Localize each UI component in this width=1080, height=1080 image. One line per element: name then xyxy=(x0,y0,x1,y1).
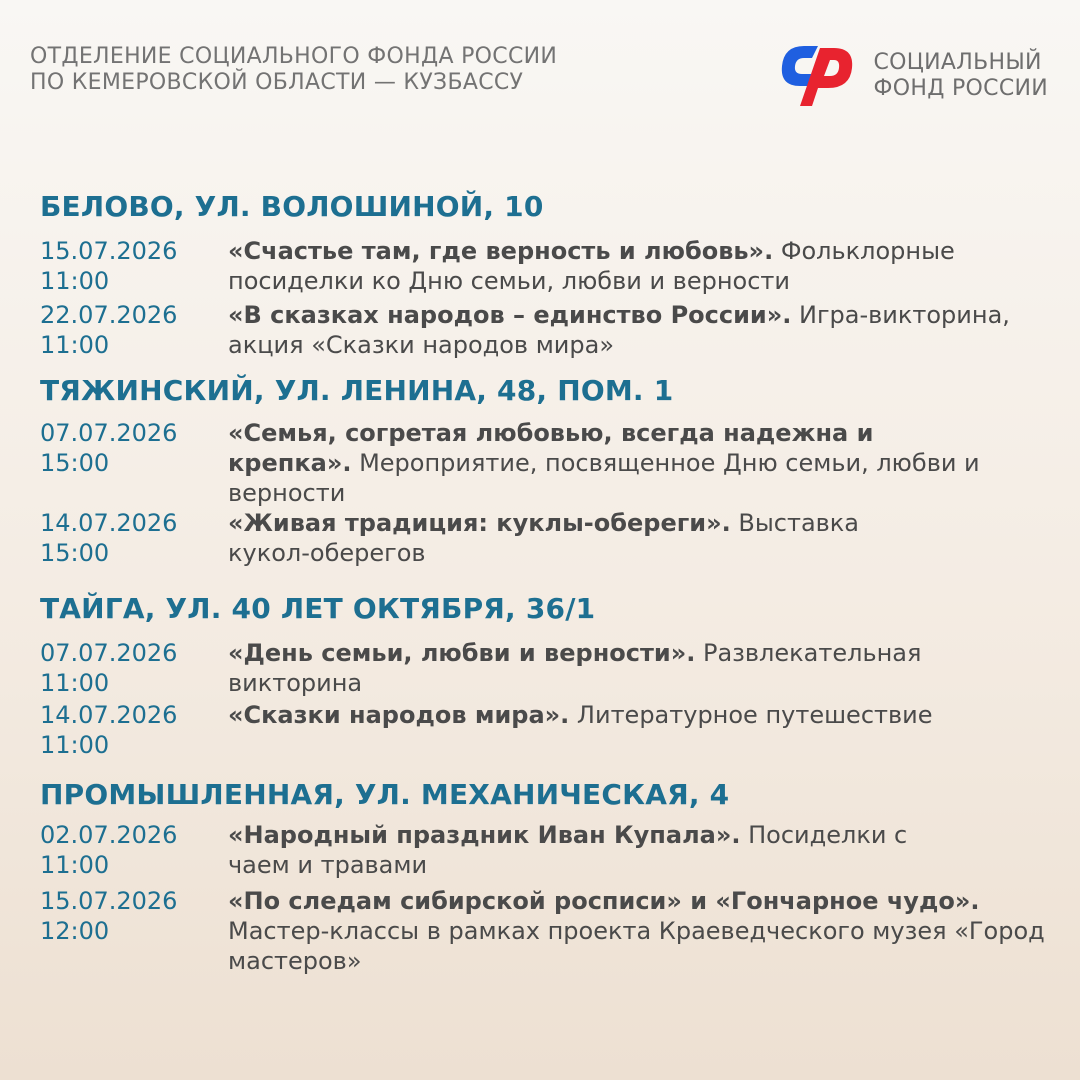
event-date: 15.07.2026 xyxy=(40,237,178,265)
event-date: 22.07.2026 xyxy=(40,301,178,329)
event-date: 02.07.2026 xyxy=(40,821,178,849)
event-time: 11:00 xyxy=(40,851,110,879)
event-details: Посиделки с чаем и травами xyxy=(228,821,908,879)
event-details: Мероприятие, посвященное Дню семьи, любви и верности xyxy=(228,449,980,507)
event-date: 07.07.2026 xyxy=(40,419,178,447)
event-time: 11:00 xyxy=(40,669,110,697)
event-time: 15:00 xyxy=(40,449,110,477)
org-name xyxy=(30,44,557,96)
event-description xyxy=(228,418,988,508)
event-title: «Народный праздник Иван Купала». xyxy=(228,821,741,849)
event-title: «По следам сибирской росписи» и «Гончарное чудо». xyxy=(228,887,980,915)
event-title: «Счастье там, где верность и любовь». xyxy=(228,237,774,265)
event-description xyxy=(228,638,1008,698)
event-description xyxy=(228,700,1038,730)
brand-name xyxy=(874,50,1049,102)
sfr-logo-icon xyxy=(774,40,858,112)
brand-name-line1: СОЦИАЛЬНЫЙ xyxy=(873,50,1042,75)
event-description xyxy=(228,508,948,568)
event-title: «Сказки народов мира». xyxy=(228,701,570,729)
event-title: «Живая традиция: куклы-обереги». xyxy=(228,509,731,537)
brand xyxy=(774,40,1049,112)
org-name-line2: ПО КЕМЕРОВСКОЙ ОБЛАСТИ — КУЗБАССУ xyxy=(30,70,524,95)
event-time: 11:00 xyxy=(40,331,110,359)
event-description xyxy=(228,236,1038,296)
event-date: 07.07.2026 xyxy=(40,639,178,667)
event-description xyxy=(228,886,1048,976)
org-name-line1: ОТДЕЛЕНИЕ СОЦИАЛЬНОГО ФОНДА РОССИИ xyxy=(30,44,558,69)
event-title: «Семья, согретая любовью, всегда надежна и крепка». xyxy=(228,419,874,477)
section-title: БЕЛОВО, УЛ. ВОЛОШИНОЙ, 10 xyxy=(40,190,544,223)
section-title: ПРОМЫШЛЕННАЯ, УЛ. МЕХАНИЧЕСКАЯ, 4 xyxy=(40,778,730,811)
event-description xyxy=(228,300,1038,360)
event-details: Литературное путешествие xyxy=(569,701,933,729)
section-title: ТАЙГА, УЛ. 40 ЛЕТ ОКТЯБРЯ, 36/1 xyxy=(40,592,596,625)
event-title: «День семьи, любви и верности». xyxy=(228,639,696,667)
event-details: Фольклорные посиделки ко Дню семьи, любви и верности xyxy=(228,237,955,295)
event-description xyxy=(228,820,958,880)
event-details: Игра-викторина, акция «Сказки народов мира» xyxy=(228,301,1010,359)
section-title: ТЯЖИНСКИЙ, УЛ. ЛЕНИНА, 48, ПОМ. 1 xyxy=(40,374,674,407)
brand-name-line2: ФОНД РОССИИ xyxy=(873,76,1048,101)
event-date: 15.07.2026 xyxy=(40,887,178,915)
event-time: 15:00 xyxy=(40,539,110,567)
event-time: 11:00 xyxy=(40,731,110,759)
event-time: 11:00 xyxy=(40,267,110,295)
event-details: Выставка кукол-оберегов xyxy=(228,509,860,567)
event-details: Мастер-классы в рамках проекта Краеведческого музея «Город мастеров» xyxy=(228,917,1045,975)
event-details: Развлекательная викторина xyxy=(228,639,922,697)
event-title: «В сказках народов – единство России». xyxy=(228,301,792,329)
event-date: 14.07.2026 xyxy=(40,701,178,729)
event-date: 14.07.2026 xyxy=(40,509,178,537)
event-time: 12:00 xyxy=(40,917,110,945)
